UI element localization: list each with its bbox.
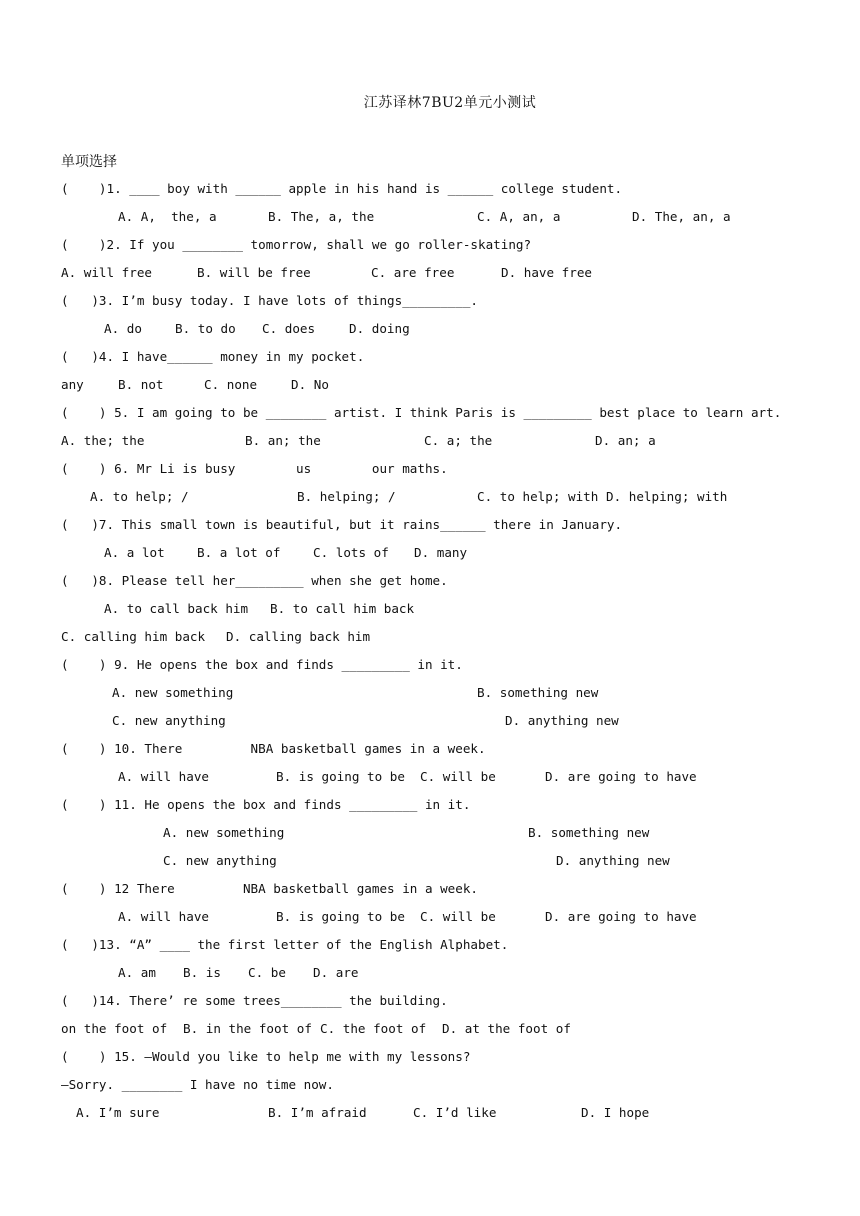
option: D. have free — [501, 265, 592, 280]
option: B. in the foot of — [183, 1021, 312, 1036]
question-stem: ( )7. This small town is beautiful, but it rains______ there in January. — [61, 517, 623, 532]
question-stem: ( )3. I’m busy today. I have lots of things_________. — [61, 293, 479, 308]
question-stem: ( )4. I have______ money in my pocket. — [61, 349, 365, 364]
question-stem: ( ) 6. Mr Li is busy us our maths. — [61, 461, 448, 476]
option: A. to help; / — [90, 489, 189, 504]
option: B. is — [183, 965, 221, 980]
option: B. an; the — [245, 433, 321, 448]
option: A. new something — [112, 685, 234, 700]
question-stem-continued: —Sorry. ________ I have no time now. — [61, 1077, 334, 1092]
option: D. calling back him — [226, 629, 371, 644]
option: B. will be free — [197, 265, 311, 280]
option: D. The, an, a — [632, 209, 731, 224]
option: C. the foot of — [320, 1021, 427, 1036]
option: A. am — [118, 965, 156, 980]
option: A. the; the — [61, 433, 145, 448]
option: D. No — [291, 377, 329, 392]
option: D. I hope — [581, 1105, 650, 1120]
option: A. I’m sure — [76, 1105, 160, 1120]
option: on the foot of — [61, 1021, 168, 1036]
option: B. is going to be — [276, 909, 405, 924]
option: C. to help; with — [477, 489, 599, 504]
option: B. something new — [528, 825, 650, 840]
option: D. doing — [349, 321, 410, 336]
question-stem: ( )2. If you ________ tomorrow, shall we go roller-skating? — [61, 237, 532, 252]
option: C. new anything — [163, 853, 277, 868]
option: A. A, the, a — [118, 209, 217, 224]
question-stem: ( ) 15. —Would you like to help me with my lessons? — [61, 1049, 471, 1064]
option: A. new something — [163, 825, 285, 840]
option: C. will be — [420, 909, 496, 924]
option: D. many — [414, 545, 468, 560]
option: C. none — [204, 377, 258, 392]
option: B. a lot of — [197, 545, 281, 560]
option: D. are — [313, 965, 359, 980]
question-stem: ( ) 11. He opens the box and finds _________ in it. — [61, 797, 471, 812]
option: C. I’d like — [413, 1105, 497, 1120]
option: D. at the foot of — [442, 1021, 571, 1036]
option: B. helping; / — [297, 489, 396, 504]
section-heading: 单项选择 — [61, 154, 117, 170]
option: D. anything new — [556, 853, 670, 868]
question-stem: ( ) 12 There NBA basketball games in a week. — [61, 881, 479, 896]
option: C. will be — [420, 769, 496, 784]
document-title: 江苏译林7BU2单元小测试 — [363, 95, 537, 111]
option: C. be — [248, 965, 286, 980]
option: D. helping; with — [606, 489, 728, 504]
option: C. lots of — [313, 545, 389, 560]
question-stem: ( ) 9. He opens the box and finds _________ in it. — [61, 657, 463, 672]
option: any — [61, 377, 84, 392]
option: A. to call back him — [104, 601, 249, 616]
option: A. will have — [118, 909, 209, 924]
question-stem: ( )14. There’ re some trees________ the building. — [61, 993, 448, 1008]
option: C. new anything — [112, 713, 226, 728]
option: C. does — [262, 321, 316, 336]
option: C. calling him back — [61, 629, 206, 644]
option: A. a lot — [104, 545, 165, 560]
option: B. I’m afraid — [268, 1105, 367, 1120]
question-stem: ( )1. ____ boy with ______ apple in his hand is ______ college student. — [61, 181, 623, 196]
option: B. is going to be — [276, 769, 405, 784]
option: A. will free — [61, 265, 152, 280]
option: C. A, an, a — [477, 209, 561, 224]
option: B. not — [118, 377, 164, 392]
option: C. are free — [371, 265, 455, 280]
option: D. anything new — [505, 713, 619, 728]
option: A. do — [104, 321, 142, 336]
option: B. The, a, the — [268, 209, 375, 224]
question-stem: ( )8. Please tell her_________ when she get home. — [61, 573, 448, 588]
option: A. will have — [118, 769, 209, 784]
option: D. are going to have — [545, 769, 697, 784]
option: B. something new — [477, 685, 599, 700]
option: C. a; the — [424, 433, 493, 448]
option: B. to call him back — [270, 601, 415, 616]
question-stem: ( )13. “A” ____ the first letter of the English Alphabet. — [61, 937, 509, 952]
option: B. to do — [175, 321, 236, 336]
option: D. are going to have — [545, 909, 697, 924]
question-stem: ( ) 5. I am going to be ________ artist. I think Paris is _________ best place to learn art. — [61, 405, 782, 420]
question-stem: ( ) 10. There NBA basketball games in a week. — [61, 741, 486, 756]
option: D. an; a — [595, 433, 656, 448]
